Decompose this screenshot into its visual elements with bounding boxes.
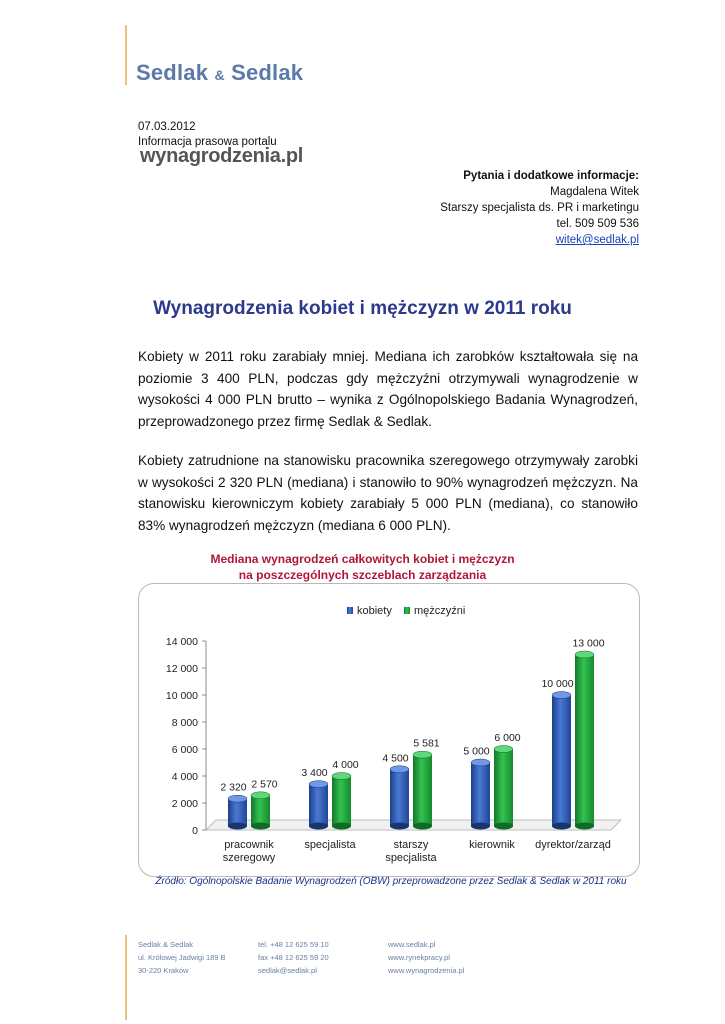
logo-word-2: Sedlak [231, 60, 304, 85]
data-label: 2 320 [220, 781, 247, 794]
footer-link-wynagrodzenia[interactable]: www.wynagrodzenia.pl [388, 966, 465, 975]
bar-top-mężczyźni [332, 773, 351, 780]
bar-bottom-mężczyźni [575, 823, 594, 830]
bar-kobiety [228, 799, 247, 826]
y-tick-label: 10 000 [165, 690, 198, 702]
contact-name: Magdalena Witek [550, 186, 639, 198]
bar-top-mężczyźni [413, 751, 432, 758]
contact-role: Starszy specjalista ds. PR i marketingu [440, 202, 639, 214]
footer-accent-line [125, 935, 127, 1020]
category-label: pracownik [224, 839, 274, 851]
footer-link-rynekpracy[interactable]: www.rynekpracy.pl [388, 953, 450, 962]
bar-bottom-mężczyźni [332, 823, 351, 830]
legend-label-kobiety: kobiety [357, 605, 392, 617]
y-tick-label: 14 000 [165, 636, 198, 648]
contact-block [440, 168, 639, 248]
footer-city: 30-220 Kraków [138, 966, 189, 975]
footer-street: ul. Królowej Jadwigi 189 B [138, 953, 226, 962]
bar-top-kobiety [390, 766, 409, 773]
bar-top-kobiety [471, 759, 490, 766]
bar-mężczyźni [251, 795, 270, 826]
category-label: kierownik [469, 839, 515, 851]
footer-fax: fax +48 12 625 59 20 [258, 953, 329, 962]
y-tick-label: 12 000 [165, 663, 198, 675]
data-label: 3 400 [301, 767, 328, 780]
chart-title-line-2: na poszczególnych szczeblach zarządzania [238, 568, 487, 582]
data-label: 4 500 [382, 752, 409, 765]
bar-bottom-kobiety [390, 823, 409, 830]
chart-container [138, 583, 640, 877]
footer-link-sedlak[interactable]: www.sedlak.pl [388, 940, 436, 949]
contact-heading: Pytania i dodatkowe informacje: [463, 170, 639, 182]
y-tick-label: 4 000 [171, 771, 198, 783]
release-label: Informacja prasowa portalu [138, 136, 277, 148]
bar-kobiety [552, 695, 571, 826]
data-label: 6 000 [494, 732, 521, 744]
data-label: 2 570 [251, 778, 278, 791]
chart-source: Źródło: Ogólnopolskie Badanie Wynagrodzeń (OBW) przeprowadzone przez Sedlak & Sedlak w 2011 roku [155, 876, 627, 887]
bar-kobiety [309, 784, 328, 826]
category-label: starszy [393, 839, 429, 851]
footer-phones [258, 938, 329, 977]
category-label: szeregowy [222, 852, 276, 864]
bar-bottom-kobiety [552, 823, 571, 830]
logo-word-1: Sedlak [136, 60, 209, 85]
bar-bottom-mężczyźni [413, 823, 432, 830]
bar-mężczyźni [575, 655, 594, 827]
bar-bottom-kobiety [228, 823, 247, 830]
legend-swatch-mężczyźni [404, 607, 410, 614]
footer-company: Sedlak & Sedlak [138, 940, 194, 949]
category-label: dyrektor/zarząd [535, 839, 611, 851]
paragraph-1: Kobiety w 2011 roku zarabiały mniej. Mediana ich zarobków kształtowała się na poziomie 3 400 PLN, podczas gdy mężczyźni otrzymywali wynagrodzenie w wysokości 4 000 PLN brutto – wynika z Ogólnopolskiego Badania Wynagrodzeń, przeprowadzonego przez firmę Sedlak & Sedlak. [138, 349, 638, 429]
footer-websites [388, 938, 464, 977]
bar-bottom-kobiety [309, 823, 328, 830]
chart-title-line-1: Mediana wynagrodzeń całkowitych kobiet i mężczyzn [210, 552, 515, 566]
data-label: 13 000 [572, 637, 605, 650]
chart-title [0, 551, 725, 583]
y-tick-label: 2 000 [171, 798, 198, 810]
bar-mężczyźni [494, 749, 513, 826]
page-title: Wynagrodzenia kobiet i mężczyzn w 2011 roku [153, 298, 572, 319]
bar-top-kobiety [228, 795, 247, 802]
y-tick-label: 8 000 [171, 717, 198, 729]
category-label: specjalista [304, 839, 356, 851]
data-label: 5 581 [413, 737, 440, 750]
footer-tel: tel. +48 12 625 59 10 [258, 940, 329, 949]
bar-kobiety [390, 769, 409, 826]
footer-email[interactable]: sedlak@sedlak.pl [258, 966, 317, 975]
y-tick-label: 0 [192, 825, 198, 837]
bar-top-mężczyźni [494, 746, 513, 753]
header-accent-line [125, 25, 127, 85]
legend-swatch-kobiety [347, 607, 353, 614]
footer-address [138, 938, 226, 977]
paragraph-2: Kobiety zatrudnione na stanowisku pracownika szeregowego otrzymywały zarobki w wysokości 2 320 PLN (mediana) i stanowiło to 90% wynagrodzeń mężczyzn. Na stanowisku kierowniczym kobiety zarabiały 5 000 PLN (mediana), co stanowiło 83% wynagrodzeń mężczyzn (mediana 6 000 PLN). [138, 453, 638, 533]
bar-top-kobiety [552, 692, 571, 699]
contact-email-link[interactable]: witek@sedlak.pl [555, 234, 639, 246]
portal-logo: wynagrodzenia.pl [140, 145, 304, 167]
bar-top-mężczyźni [575, 651, 594, 658]
legend-label-mężczyźni: mężczyźni [414, 605, 466, 617]
company-logo [136, 60, 303, 86]
bar-chart [139, 584, 639, 876]
category-label: specjalista [385, 852, 437, 864]
bar-mężczyźni [332, 776, 351, 826]
bar-top-kobiety [309, 781, 328, 788]
bar-bottom-kobiety [471, 823, 490, 830]
release-date: 07.03.2012 [138, 121, 196, 133]
bar-mężczyźni [413, 755, 432, 826]
contact-phone: tel. 509 509 536 [556, 218, 639, 230]
data-label: 5 000 [463, 745, 490, 758]
y-tick-label: 6 000 [171, 744, 198, 756]
bar-bottom-mężczyźni [494, 823, 513, 830]
data-label: 10 000 [541, 678, 574, 690]
logo-ampersand: & [214, 67, 225, 83]
bar-bottom-mężczyźni [251, 823, 270, 830]
bar-top-mężczyźni [251, 792, 270, 799]
bar-kobiety [471, 763, 490, 827]
data-label: 4 000 [332, 759, 359, 771]
